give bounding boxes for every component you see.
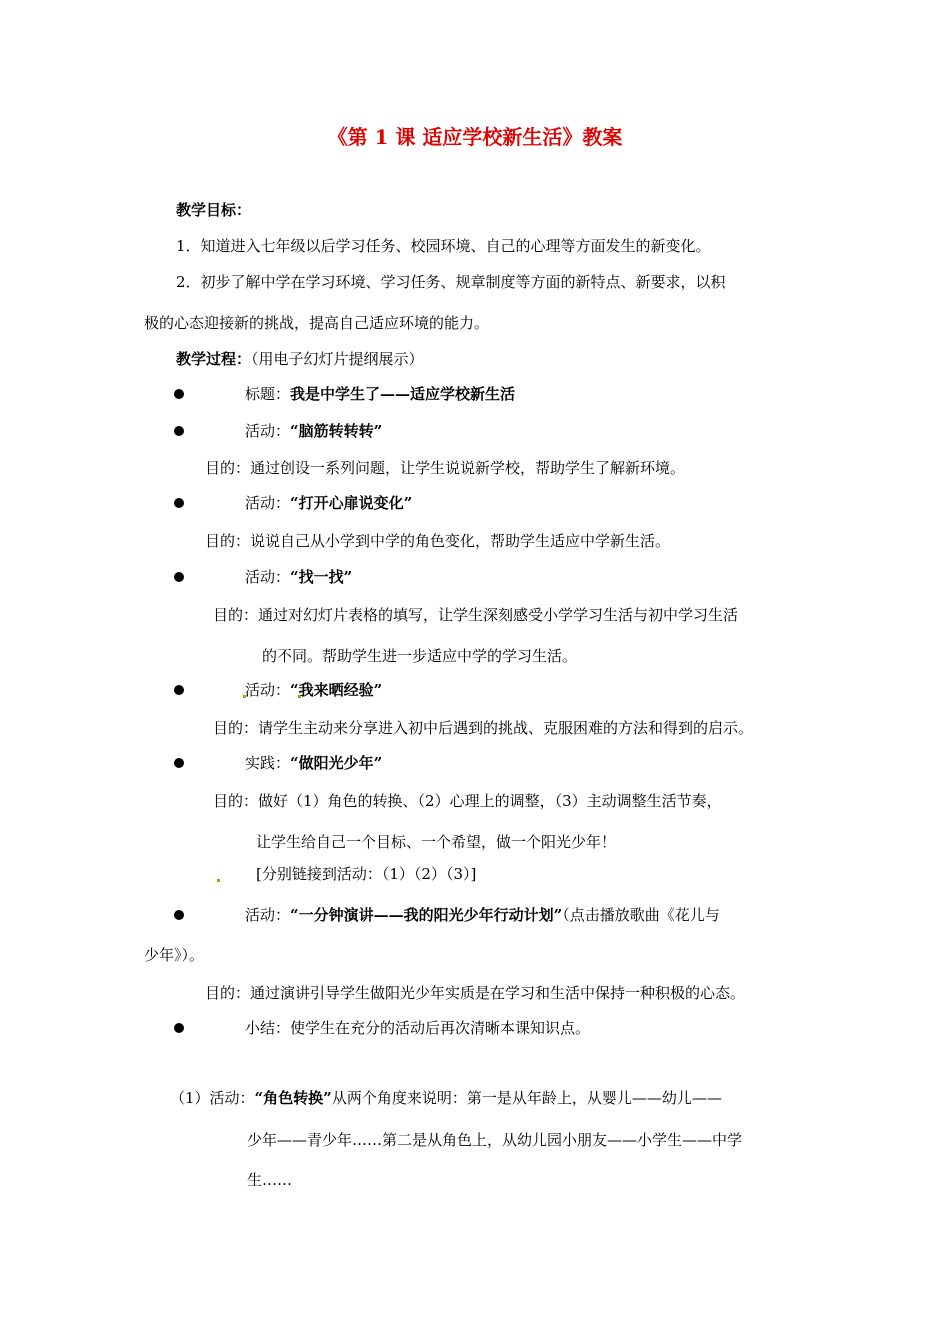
goal-item-2-line-2: 极的心态迎接新的挑战，提高自己适应环境的能力。 (144, 314, 490, 332)
bullet-7-text: “一分钟演讲——我的阳光少年行动计划” (290, 906, 563, 924)
bullet-7-tail: （点击播放歌曲《花儿与 (562, 906, 720, 924)
process-note: （用电子幻灯片提纲展示） (251, 350, 424, 368)
bullet-3-text: “打开心扉说变化” (290, 494, 413, 512)
bullet-2-text: “脑筋转转转” (290, 422, 383, 440)
bullet-2 (245, 421, 382, 441)
bullet-icon (174, 1023, 184, 1033)
bullet-3-label: 活动： (245, 494, 291, 512)
bullet-8: 小结：使学生在充分的活动后再次清晰本课知识点。 (245, 1019, 591, 1037)
bullet-3 (245, 493, 412, 513)
process-heading: 教学过程： (176, 350, 252, 368)
artifact-dot (217, 879, 220, 882)
bullet-4-purpose-line-2: 的不同。帮助学生进一步适应中学的学习生活。 (262, 647, 578, 665)
bullet-1-text: 我是中学生了——适应学校新生活 (290, 385, 516, 403)
bullet-icon (174, 572, 184, 582)
bullet-5-text: “我来晒经验” (290, 681, 383, 699)
bullet-7 (245, 905, 720, 925)
document-title: 《第 1 课 适应学校新生活》教案 (327, 125, 623, 149)
goal-item-2-line-1: 2．初步了解中学在学习环境、学习任务、规章制度等方面的新特点、新要求，以积 (176, 273, 726, 291)
bullet-icon (174, 685, 184, 695)
bullet-icon (174, 498, 184, 508)
process-heading-line (176, 349, 424, 369)
bullet-4-purpose-line-1: 目的：通过对幻灯片表格的填写，让学生深刻感受小学学习生活与初中学习生活 (213, 606, 739, 624)
bullet-6-label: 实践： (245, 754, 291, 772)
goals-heading: 教学目标： (176, 201, 252, 219)
bullet-2-label: 活动： (245, 422, 291, 440)
bullet-icon (174, 758, 184, 768)
section-1-rest: 从两个角度来说明：第一是从年龄上，从婴儿——幼儿—— (331, 1089, 722, 1107)
bullet-7-purpose: 目的：通过演讲引导学生做阳光少年实质是在学习和生活中保持一种积极的心态。 (205, 984, 746, 1002)
bullet-icon (174, 910, 184, 920)
section-1-bold: “角色转换” (254, 1089, 332, 1107)
bullet-4 (245, 567, 352, 587)
bullet-5 (245, 680, 382, 700)
bullet-3-purpose: 目的：说说自己从小学到中学的角色变化，帮助学生适应中学新生活。 (205, 532, 671, 550)
bullet-7-label: 活动： (245, 906, 291, 924)
bullet-6-purpose-line-2: 让学生给自己一个目标、一个希望，做一个阳光少年！ (256, 833, 617, 851)
bullet-6-purpose-line-1: 目的：做好（1）角色的转换、（2）心理上的调整，（3）主动调整生活节奏， (213, 792, 722, 810)
bullet-icon (174, 426, 184, 436)
bullet-6-text: “做阳光少年” (290, 754, 383, 772)
bullet-4-label: 活动： (245, 568, 291, 586)
section-1-line-1 (170, 1088, 722, 1108)
bullet-icon (174, 389, 184, 399)
bullet-6 (245, 753, 382, 773)
bullet-1-label: 标题： (245, 385, 291, 403)
bullet-2-purpose: 目的：通过创设一系列问题，让学生说说新学校，帮助学生了解新环境。 (205, 459, 686, 477)
bullet-5-purpose: 目的：请学生主动来分享进入初中后遇到的挑战、克服困难的方法和得到的启示。 (213, 719, 754, 737)
goal-item-1: 1．知道进入七年级以后学习任务、校园环境、自己的心理等方面发生的新变化。 (176, 237, 711, 255)
bullet-6-link-note: [分别链接到活动：（1）（2）（3）] (256, 865, 477, 883)
section-1-line-2: 少年——青少年……第二是从角色上，从幼儿园小朋友——小学生——中学 (247, 1131, 743, 1149)
bullet-1 (245, 384, 515, 404)
bullet-4-text: “找一找” (290, 568, 353, 586)
bullet-7-tail-line-2: 少年》）。 (144, 946, 205, 964)
section-1-line-3: 生…… (247, 1171, 293, 1189)
section-1-prefix: （1）活动： (170, 1089, 255, 1107)
bullet-5-label: 活动： (245, 681, 291, 699)
